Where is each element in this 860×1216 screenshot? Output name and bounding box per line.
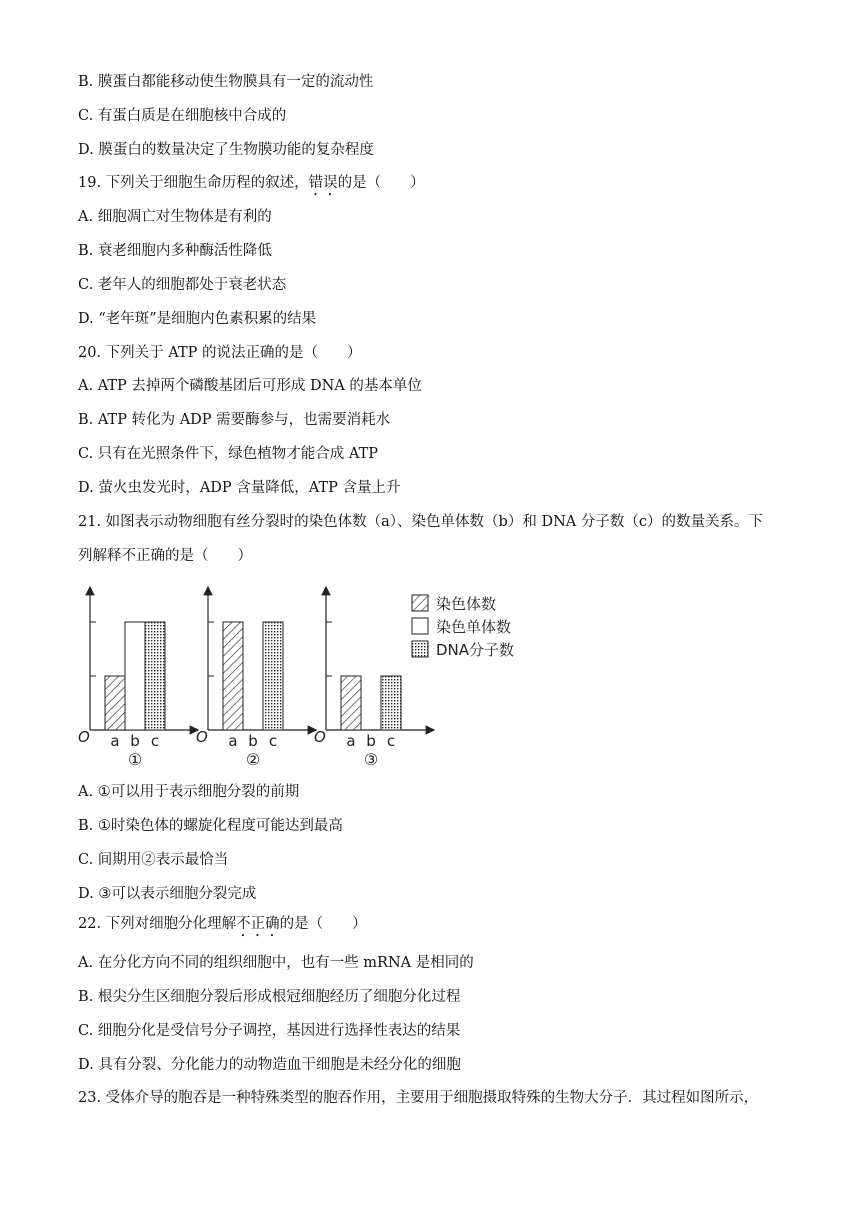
category-label: b <box>366 732 376 750</box>
option-d-q20: D. 萤火虫发光时，ADP 含量降低，ATP 含量上升 <box>78 480 401 496</box>
legend-swatch <box>412 641 428 657</box>
option-b-q18: B. 膜蛋白都能移动使生物膜具有一定的流动性 <box>78 74 374 90</box>
option-b-q19: B. 衰老细胞内多种酶活性降低 <box>78 243 272 259</box>
bar-chart-svg <box>70 580 540 780</box>
legend-label: 染色体数 <box>436 595 497 613</box>
bar-a <box>341 676 361 730</box>
option-a-q19: A. 细胞凋亡对生物体是有利的 <box>78 209 272 225</box>
option-c-q22: C. 细胞分化是受信号分子调控，基因进行选择性表达的结果 <box>78 1023 461 1039</box>
bar-c <box>145 622 165 730</box>
question-21-line2: 列解释不正确的是（ ） <box>78 548 252 564</box>
origin-label: O <box>196 728 208 746</box>
category-label: a <box>228 732 238 750</box>
option-a-q21: A. ①可以用于表示细胞分裂的前期 <box>78 784 300 800</box>
category-label: c <box>386 732 396 750</box>
panel-label: ① <box>127 750 143 769</box>
legend-label: 染色单体数 <box>436 618 512 636</box>
chart-panel-1 <box>78 587 198 769</box>
option-c-q20: C. 只有在光照条件下，绿色植物才能合成 ATP <box>78 446 379 462</box>
panel-label: ② <box>245 750 261 769</box>
question-22-tail: 的是（ ） <box>279 916 367 932</box>
chart-panel-2 <box>196 587 316 769</box>
question-19-text: 19. 下列关于细胞生命历程的叙述， <box>78 175 309 191</box>
category-label: b <box>248 732 258 750</box>
bar-a <box>223 622 243 730</box>
legend-swatch <box>412 595 428 611</box>
option-d-q21: D. ③可以表示细胞分裂完成 <box>78 886 257 902</box>
option-b-q20: B. ATP 转化为 ADP 需要酶参与，也需要消耗水 <box>78 412 391 428</box>
option-d-q19: D. “老年斑”是细胞内色素积累的结果 <box>78 311 317 327</box>
panel-label: ③ <box>363 750 379 769</box>
origin-label: O <box>78 728 90 746</box>
bar-chart-figure <box>70 580 540 780</box>
question-19-emphasis: 错误 <box>308 175 338 191</box>
question-21-line1: 21. 如图表示动物细胞有丝分裂时的染色体数（a）、染色单体数（b）和 DNA 分子数（c）的数量关系。下 <box>78 514 763 530</box>
question-22 <box>78 914 367 940</box>
category-label: c <box>150 732 160 750</box>
option-a-q20: A. ATP 去掉两个磷酸基团后可形成 DNA 的基本单位 <box>78 378 422 394</box>
option-d-q22: D. 具有分裂、分化能力的动物造血干细胞是未经分化的细胞 <box>78 1057 461 1073</box>
category-label: a <box>110 732 120 750</box>
option-c-q18: C. 有蛋白质是在细胞核中合成的 <box>78 108 287 124</box>
option-c-q19: C. 老年人的细胞都处于衰老状态 <box>78 277 287 293</box>
origin-label: O <box>314 728 326 746</box>
question-23: 23. 受体介导的胞吞是一种特殊类型的胞吞作用，主要用于细胞摄取特殊的生物大分子．其过程如图所示， <box>78 1090 759 1106</box>
option-a-q22: A. 在分化方向不同的组织细胞中，也有一些 mRNA 是相同的 <box>78 955 474 971</box>
category-label: b <box>130 732 140 750</box>
bar-c <box>263 622 283 730</box>
option-d-q18: D. 膜蛋白的数量决定了生物膜功能的复杂程度 <box>78 142 374 158</box>
option-c-q21: C. 间期用②表示最恰当 <box>78 852 229 868</box>
category-label: a <box>346 732 356 750</box>
question-22-emphasis: 不正确 <box>236 916 280 932</box>
bar-a <box>105 676 125 730</box>
bar-b <box>125 622 145 730</box>
question-20: 20. 下列关于 ATP 的说法正确的是（ ） <box>78 345 362 361</box>
question-19-tail: 的是（ ） <box>337 175 425 191</box>
question-22-text: 22. 下列对细胞分化理解 <box>78 916 237 932</box>
category-label: c <box>268 732 278 750</box>
option-b-q21: B. ①时染色体的螺旋化程度可能达到最高 <box>78 818 343 834</box>
legend-label: DNA分子数 <box>436 641 515 659</box>
option-b-q22: B. 根尖分生区细胞分裂后形成根冠细胞经历了细胞分化过程 <box>78 989 461 1005</box>
question-19 <box>78 173 425 199</box>
chart-panel-3 <box>314 587 434 769</box>
bar-c <box>381 676 401 730</box>
legend-swatch <box>412 618 428 634</box>
